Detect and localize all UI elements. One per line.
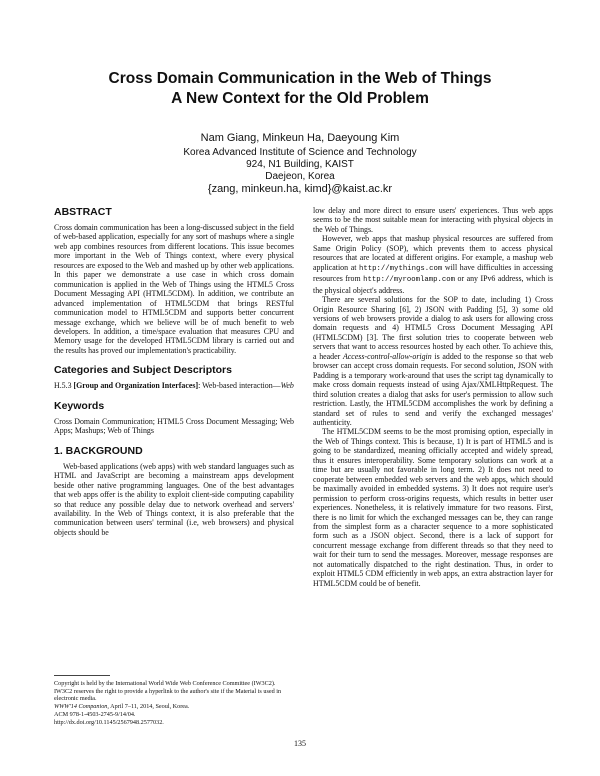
keywords-heading: Keywords <box>54 399 105 412</box>
header-name: Access-control-allow-origin <box>342 351 432 361</box>
categories-italic: Web <box>280 381 294 391</box>
url-myroomlamp: http://myroomlamp.com <box>363 276 456 285</box>
right-paragraph-0: low delay and more direct to ensure users' experiences. Thus web apps seems to be the most suitable mean for interacting with physical objects in the Web of Things. <box>313 206 553 234</box>
author-city: Daejeon, Korea <box>265 171 335 182</box>
url-mythings: http://mythings.com <box>359 264 443 273</box>
right-p1-text-c: or any IPv6 address, which is the physical object's address. <box>313 274 553 295</box>
background-heading: 1. BACKGROUND <box>54 444 143 457</box>
author-address: 924, N1 Building, KAIST <box>246 159 354 170</box>
categories-text <box>54 381 294 390</box>
page-number: 135 <box>294 739 306 748</box>
author-email: {zang, minkeun.ha, kimd}@kaist.ac.kr <box>207 183 393 195</box>
categories-rest: : Web-based interaction— <box>198 381 281 391</box>
copyright-notice <box>54 680 294 726</box>
right-p2-text-a: There are several solutions for the SOP to date, including 1) Cross Origin Resource Sharing [6], 2) JSON with Padding [5], 3) some old versions of web browsers provide a dialog to ask users for allowing cross domain requests and 4) HTML5 Cross Document Messaging API (HTML5CDM) [3]. The first solution tries to cooperate between web servers that want to access resources hosted by each other. To achieve this, a header <box>313 295 553 361</box>
author-affiliation: Korea Advanced Institute of Science and Technology <box>183 147 417 158</box>
keywords-text: Cross Domain Communication; HTML5 Cross Document Messaging; Web Apps; Mashups; Web of Things <box>54 416 294 436</box>
title-line-1: Cross Domain Communication in the Web of Things <box>108 70 492 87</box>
copyright-line-2 <box>54 703 294 711</box>
right-paragraph-3: The HTML5CDM seems to be the most promising option, especially in the Web of Things context. This is because, 1) It is part of HTML5 and is going to be standardized, meaning officially accepted and widely spread, thus it ensures interoperability. Some temporary solutions can work at a time but are usually not favorable in long term. 2) It does not need to cooperate between embedded web servers and the web apps, which should be maximally avoided in embedded systems. 3) It does not require user's permission to perform cross-origins requests, which results in better user experiences. Nonetheless, it is relatively immature for two reasons. First, there is no limit for which the exchanged messages can be, they can range from the simplest form as a character sequence to a more sophisticated form such as a JSON object. Second, there is a lack of support for concurrent message exchange from different threads so that they need to wait for their turn to send the messages. Moreover, message responses are not automatically dispatched to the right destination. Thus, in order to exploit HTML5 CDM efficiently in web apps, an extra abstraction layer for HTML5CDM could be of benefit. <box>313 427 553 588</box>
footnote-rule <box>54 675 110 676</box>
title-line-2: A New Context for the Old Problem <box>171 90 429 107</box>
background-paragraph: Web-based applications (web apps) with web standard languages such as HTML and JavaScript are becoming a mainstream apps development beside other native programming languages. One of the best advantages that web apps offer is the ability to exploit client-side computing capability so that reduce any possible delay due to network overhead and servers' availability. In the Web of Things context, it is also preferable that the communication between users' terminal (i.e, web browsers) and physical objects should be <box>54 461 294 537</box>
categories-bold: [Group and Organization Interfaces] <box>73 381 199 391</box>
copyright-doi: http://dx.doi.org/10.1145/2567948.2577032. <box>54 718 164 726</box>
copyright-venue: WWW'14 Companion, <box>54 703 109 711</box>
abstract-heading: ABSTRACT <box>54 206 112 218</box>
copyright-date: April 7–11, 2014, Seoul, Korea. <box>108 703 190 711</box>
right-paragraph-1 <box>313 234 553 295</box>
copyright-line-1: Copyright is held by the International World Wide Web Conference Committee (IW3C2). IW3C2 reserves the right to provide a hyperlink to the author's site if the Material is used in electronic media. <box>54 680 282 703</box>
abstract-text: Cross domain communication has been a long-discussed subject in the field of web-based application, especially for any sort of mashups where a single web app combines resources from different locations. This issue becomes more important in the Web of Things context, where every physical resources are exposed to the Web and mashed up by other web applications. In this paper we demonstrate a use case in which cross domain communication is applied in the Web of Things using the HTML5 Cross Document Messaging API (HTML5CDM). In addition, we contribute an advanced implementation of HTML5CDM that brings RESTful communication model to HTML5CDM and supports better concurrent message exchange, which we believe will be of much benefit to web developers. In addition, a time/space evaluation that measures CPU and Memory usage for the developed HTML5CDM library is carried out and the results has proved our implementation's practicability. <box>54 223 294 355</box>
author-names: Nam Giang, Minkeun Ha, Daeyoung Kim <box>200 132 400 144</box>
left-column <box>54 206 294 537</box>
categories-heading: Categories and Subject Descriptors <box>54 364 232 377</box>
right-paragraph-2 <box>313 295 553 427</box>
right-p1-text-b: will have difficulties in accessing resources from <box>313 262 553 284</box>
right-column <box>313 206 553 588</box>
right-p1-text-a: However, web apps that mashup physical resources are suffered from Same Origin Policy (SOP), which prevents them to access physical resources that are located at different origins. For example, a mashup web application at <box>313 234 553 272</box>
right-p2-text-b: is added to the response so that web browser can accept cross domain requests. For second solution, JSON with Padding is a temporary work-around that uses the script tag dynamically to make cross domain requests instead of using Ajax/XMLHttpRequest. The third solution creates a dialog that asks for user's permission to allow such restriction. Lastly, the HTML5CDM accomplishes the work by defining a standard set of rules to send and verify the exchanged messages' authenticity. <box>313 351 553 427</box>
copyright-line-3: ACM 978-1-4503-2745-9/14/04. <box>54 710 136 718</box>
categories-code: H.5.3 <box>54 381 74 391</box>
